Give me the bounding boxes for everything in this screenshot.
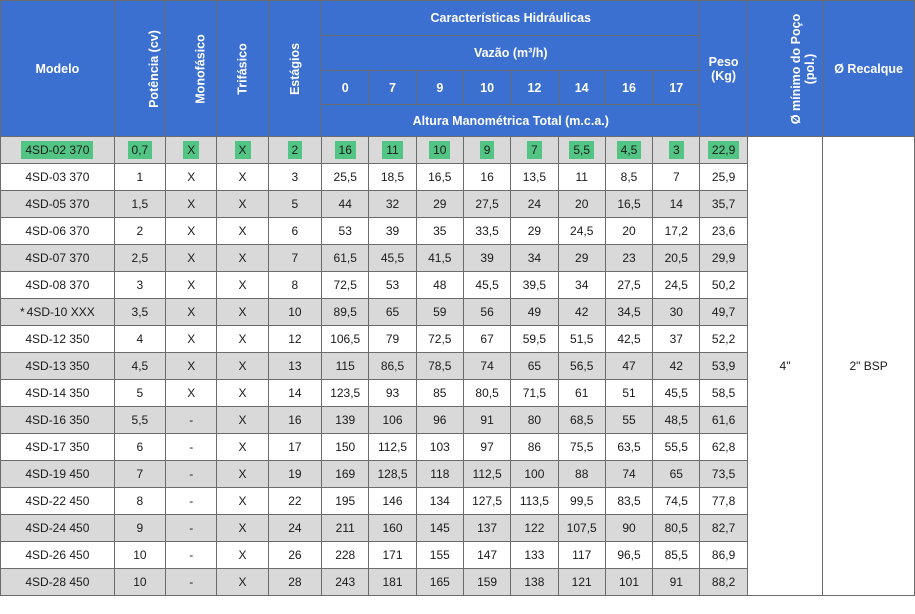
- cell-potencia: 10: [114, 569, 165, 596]
- cell-altura: 65: [369, 299, 416, 326]
- cell-monofasico: -: [166, 488, 217, 515]
- cell-monofasico: -: [166, 434, 217, 461]
- cell-modelo: 4SD-19 450: [1, 461, 115, 488]
- cell-altura: 91: [463, 407, 510, 434]
- cell-altura: 24,5: [558, 218, 605, 245]
- cell-peso: 29,9: [700, 245, 747, 272]
- cell-trifasico: X: [217, 488, 268, 515]
- cell-altura: 44: [322, 191, 369, 218]
- cell-altura: 20: [605, 218, 652, 245]
- cell-modelo: 4SD-06 370: [1, 218, 115, 245]
- cell-monofasico: -: [166, 407, 217, 434]
- cell-altura: 39,5: [511, 272, 558, 299]
- cell-estagios: 24: [268, 515, 321, 542]
- cell-estagios: 3: [268, 164, 321, 191]
- cell-potencia: 9: [114, 515, 165, 542]
- cell-altura: 53: [322, 218, 369, 245]
- cell-altura: 150: [322, 434, 369, 461]
- cell-peso: 22,9: [700, 137, 747, 164]
- cell-altura: 10: [416, 137, 463, 164]
- cell-altura: 160: [369, 515, 416, 542]
- cell-altura: 80,5: [653, 515, 700, 542]
- cell-altura: 17,2: [653, 218, 700, 245]
- header-recalque: Ø Recalque: [823, 1, 915, 137]
- cell-altura: 134: [416, 488, 463, 515]
- cell-altura: 171: [369, 542, 416, 569]
- header-vazao-value: 17: [653, 71, 700, 105]
- cell-altura: 90: [605, 515, 652, 542]
- cell-altura: 147: [463, 542, 510, 569]
- cell-altura: 96,5: [605, 542, 652, 569]
- cell-altura: 51,5: [558, 326, 605, 353]
- cell-altura: 99,5: [558, 488, 605, 515]
- cell-altura: 4,5: [605, 137, 652, 164]
- cell-trifasico: X: [217, 245, 268, 272]
- cell-altura: 65: [653, 461, 700, 488]
- header-caracteristicas: Características Hidráulicas: [322, 1, 700, 36]
- cell-altura: 5,5: [558, 137, 605, 164]
- cell-monofasico: X: [166, 326, 217, 353]
- cell-potencia: 8: [114, 488, 165, 515]
- cell-peso: 53,9: [700, 353, 747, 380]
- cell-altura: 34,5: [605, 299, 652, 326]
- cell-trifasico: X: [217, 218, 268, 245]
- cell-modelo: 4SD-14 350: [1, 380, 115, 407]
- cell-altura: 7: [511, 137, 558, 164]
- cell-peso: 82,7: [700, 515, 747, 542]
- cell-trifasico: X: [217, 515, 268, 542]
- cell-monofasico: -: [166, 542, 217, 569]
- cell-altura: 123,5: [322, 380, 369, 407]
- cell-altura: 133: [511, 542, 558, 569]
- cell-altura: 29: [511, 218, 558, 245]
- cell-modelo: 4SD-12 350: [1, 326, 115, 353]
- cell-altura: 45,5: [653, 380, 700, 407]
- cell-trifasico: X: [217, 326, 268, 353]
- header-vazao-value: 10: [463, 71, 510, 105]
- cell-poco-merged: 4": [747, 137, 822, 596]
- cell-altura: 9: [463, 137, 510, 164]
- cell-modelo: 4SD-26 450: [1, 542, 115, 569]
- cell-potencia: 5: [114, 380, 165, 407]
- cell-altura: 112,5: [463, 461, 510, 488]
- cell-altura: 103: [416, 434, 463, 461]
- cell-estagios: 13: [268, 353, 321, 380]
- cell-altura: 195: [322, 488, 369, 515]
- cell-altura: 181: [369, 569, 416, 596]
- cell-altura: 61,5: [322, 245, 369, 272]
- cell-modelo: 4SD-03 370: [1, 164, 115, 191]
- header-potencia: Potência (cv): [114, 1, 165, 137]
- cell-altura: 42: [653, 353, 700, 380]
- cell-recalque-merged: 2" BSP: [823, 137, 915, 596]
- cell-altura: 128,5: [369, 461, 416, 488]
- cell-altura: 96: [416, 407, 463, 434]
- cell-altura: 74,5: [653, 488, 700, 515]
- cell-altura: 48: [416, 272, 463, 299]
- cell-altura: 139: [322, 407, 369, 434]
- cell-altura: 11: [369, 137, 416, 164]
- cell-altura: 42,5: [605, 326, 652, 353]
- header-vazao-value: 14: [558, 71, 605, 105]
- cell-estagios: 14: [268, 380, 321, 407]
- cell-peso: 61,6: [700, 407, 747, 434]
- cell-altura: 243: [322, 569, 369, 596]
- cell-altura: 118: [416, 461, 463, 488]
- cell-trifasico: X: [217, 272, 268, 299]
- cell-altura: 117: [558, 542, 605, 569]
- cell-altura: 29: [416, 191, 463, 218]
- cell-potencia: 3: [114, 272, 165, 299]
- cell-altura: 83,5: [605, 488, 652, 515]
- cell-estagios: 2: [268, 137, 321, 164]
- cell-altura: 7: [653, 164, 700, 191]
- cell-altura: 85: [416, 380, 463, 407]
- cell-monofasico: X: [166, 191, 217, 218]
- cell-modelo: 4SD-02 370: [1, 137, 115, 164]
- cell-potencia: 1,5: [114, 191, 165, 218]
- cell-altura: 42: [558, 299, 605, 326]
- cell-trifasico: X: [217, 164, 268, 191]
- cell-estagios: 7: [268, 245, 321, 272]
- cell-altura: 3: [653, 137, 700, 164]
- cell-altura: 68,5: [558, 407, 605, 434]
- cell-altura: 115: [322, 353, 369, 380]
- cell-potencia: 4: [114, 326, 165, 353]
- cell-estagios: 6: [268, 218, 321, 245]
- cell-potencia: 5,5: [114, 407, 165, 434]
- cell-altura: 113,5: [511, 488, 558, 515]
- cell-modelo: 4SD-07 370: [1, 245, 115, 272]
- cell-altura: 63,5: [605, 434, 652, 461]
- cell-altura: 65: [511, 353, 558, 380]
- cell-altura: 107,5: [558, 515, 605, 542]
- cell-altura: 55: [605, 407, 652, 434]
- cell-altura: 100: [511, 461, 558, 488]
- cell-altura: 72,5: [416, 326, 463, 353]
- cell-estagios: 28: [268, 569, 321, 596]
- cell-altura: 112,5: [369, 434, 416, 461]
- header-vazao-value: 9: [416, 71, 463, 105]
- cell-altura: 27,5: [605, 272, 652, 299]
- cell-altura: 48,5: [653, 407, 700, 434]
- cell-altura: 34: [511, 245, 558, 272]
- cell-altura: 86: [511, 434, 558, 461]
- cell-monofasico: X: [166, 164, 217, 191]
- cell-potencia: 10: [114, 542, 165, 569]
- cell-altura: 79: [369, 326, 416, 353]
- cell-altura: 85,5: [653, 542, 700, 569]
- cell-altura: 59,5: [511, 326, 558, 353]
- cell-altura: 165: [416, 569, 463, 596]
- cell-modelo: 4SD-24 450: [1, 515, 115, 542]
- cell-modelo: 4SD-22 450: [1, 488, 115, 515]
- cell-altura: 101: [605, 569, 652, 596]
- cell-altura: 138: [511, 569, 558, 596]
- header-estagios: Estágios: [268, 1, 321, 137]
- cell-potencia: 3,5: [114, 299, 165, 326]
- cell-modelo: * 4SD-10 XXX: [1, 299, 115, 326]
- cell-trifasico: X: [217, 461, 268, 488]
- cell-modelo: 4SD-28 450: [1, 569, 115, 596]
- header-peso: Peso (Kg): [700, 1, 747, 137]
- cell-estagios: 5: [268, 191, 321, 218]
- cell-altura: 127,5: [463, 488, 510, 515]
- header-altura: Altura Manométrica Total (m.c.a.): [322, 105, 700, 137]
- cell-altura: 35: [416, 218, 463, 245]
- header-poco: Ø mínimo do Poço (pol.): [747, 1, 822, 137]
- cell-altura: 49: [511, 299, 558, 326]
- cell-altura: 91: [653, 569, 700, 596]
- cell-altura: 39: [463, 245, 510, 272]
- cell-altura: 16,5: [416, 164, 463, 191]
- cell-altura: 74: [605, 461, 652, 488]
- cell-altura: 55,5: [653, 434, 700, 461]
- asterisk-mark: *: [20, 305, 25, 319]
- cell-altura: 47: [605, 353, 652, 380]
- cell-altura: 20,5: [653, 245, 700, 272]
- cell-estagios: 19: [268, 461, 321, 488]
- cell-peso: 73,5: [700, 461, 747, 488]
- cell-altura: 211: [322, 515, 369, 542]
- cell-altura: 51: [605, 380, 652, 407]
- cell-trifasico: X: [217, 137, 268, 164]
- cell-altura: 88: [558, 461, 605, 488]
- cell-peso: 52,2: [700, 326, 747, 353]
- cell-altura: 56,5: [558, 353, 605, 380]
- cell-altura: 169: [322, 461, 369, 488]
- cell-peso: 62,8: [700, 434, 747, 461]
- cell-modelo: 4SD-16 350: [1, 407, 115, 434]
- cell-altura: 78,5: [416, 353, 463, 380]
- cell-altura: 71,5: [511, 380, 558, 407]
- cell-altura: 80: [511, 407, 558, 434]
- cell-peso: 86,9: [700, 542, 747, 569]
- cell-potencia: 6: [114, 434, 165, 461]
- cell-altura: 41,5: [416, 245, 463, 272]
- header-vazao-value: 7: [369, 71, 416, 105]
- cell-altura: 20: [558, 191, 605, 218]
- cell-altura: 34: [558, 272, 605, 299]
- cell-modelo: 4SD-13 350: [1, 353, 115, 380]
- header-monofasico: Monofásico: [166, 1, 217, 137]
- cell-monofasico: X: [166, 353, 217, 380]
- cell-altura: 45,5: [369, 245, 416, 272]
- cell-altura: 122: [511, 515, 558, 542]
- header-modelo: Modelo: [1, 1, 115, 137]
- cell-trifasico: X: [217, 299, 268, 326]
- cell-altura: 32: [369, 191, 416, 218]
- cell-altura: 27,5: [463, 191, 510, 218]
- cell-altura: 155: [416, 542, 463, 569]
- table-row: [1, 137, 915, 164]
- header-vazao: Vazão (m³/h): [322, 36, 700, 71]
- cell-potencia: 2: [114, 218, 165, 245]
- cell-monofasico: -: [166, 569, 217, 596]
- cell-estagios: 22: [268, 488, 321, 515]
- header-vazao-value: 16: [605, 71, 652, 105]
- cell-potencia: 7: [114, 461, 165, 488]
- cell-monofasico: X: [166, 137, 217, 164]
- cell-altura: 67: [463, 326, 510, 353]
- cell-trifasico: X: [217, 380, 268, 407]
- cell-altura: 121: [558, 569, 605, 596]
- cell-altura: 16,5: [605, 191, 652, 218]
- cell-estagios: 16: [268, 407, 321, 434]
- cell-altura: 146: [369, 488, 416, 515]
- cell-altura: 23: [605, 245, 652, 272]
- cell-altura: 29: [558, 245, 605, 272]
- cell-peso: 58,5: [700, 380, 747, 407]
- cell-peso: 35,7: [700, 191, 747, 218]
- cell-altura: 33,5: [463, 218, 510, 245]
- cell-altura: 25,5: [322, 164, 369, 191]
- cell-altura: 53: [369, 272, 416, 299]
- cell-altura: 18,5: [369, 164, 416, 191]
- cell-estagios: 12: [268, 326, 321, 353]
- cell-altura: 8,5: [605, 164, 652, 191]
- cell-monofasico: X: [166, 380, 217, 407]
- cell-peso: 25,9: [700, 164, 747, 191]
- cell-altura: 75,5: [558, 434, 605, 461]
- cell-altura: 16: [322, 137, 369, 164]
- cell-altura: 145: [416, 515, 463, 542]
- cell-modelo: 4SD-17 350: [1, 434, 115, 461]
- cell-altura: 11: [558, 164, 605, 191]
- cell-altura: 59: [416, 299, 463, 326]
- cell-estagios: 26: [268, 542, 321, 569]
- cell-altura: 45,5: [463, 272, 510, 299]
- cell-peso: 88,2: [700, 569, 747, 596]
- cell-altura: 30: [653, 299, 700, 326]
- cell-altura: 61: [558, 380, 605, 407]
- header-trifasico: Trifásico: [217, 1, 268, 137]
- cell-trifasico: X: [217, 569, 268, 596]
- cell-altura: 106: [369, 407, 416, 434]
- cell-trifasico: X: [217, 542, 268, 569]
- cell-monofasico: X: [166, 245, 217, 272]
- cell-altura: 39: [369, 218, 416, 245]
- cell-peso: 77,8: [700, 488, 747, 515]
- cell-altura: 106,5: [322, 326, 369, 353]
- cell-modelo: 4SD-08 370: [1, 272, 115, 299]
- cell-monofasico: X: [166, 299, 217, 326]
- cell-altura: 24,5: [653, 272, 700, 299]
- cell-altura: 37: [653, 326, 700, 353]
- header-vazao-value: 0: [322, 71, 369, 105]
- cell-peso: 49,7: [700, 299, 747, 326]
- cell-estagios: 17: [268, 434, 321, 461]
- cell-altura: 93: [369, 380, 416, 407]
- cell-trifasico: X: [217, 191, 268, 218]
- cell-estagios: 8: [268, 272, 321, 299]
- cell-peso: 50,2: [700, 272, 747, 299]
- cell-altura: 13,5: [511, 164, 558, 191]
- cell-potencia: 0,7: [114, 137, 165, 164]
- cell-altura: 89,5: [322, 299, 369, 326]
- cell-altura: 97: [463, 434, 510, 461]
- cell-monofasico: X: [166, 218, 217, 245]
- cell-monofasico: X: [166, 272, 217, 299]
- cell-altura: 86,5: [369, 353, 416, 380]
- cell-trifasico: X: [217, 434, 268, 461]
- cell-modelo: 4SD-05 370: [1, 191, 115, 218]
- cell-trifasico: X: [217, 407, 268, 434]
- cell-monofasico: -: [166, 461, 217, 488]
- cell-altura: 16: [463, 164, 510, 191]
- cell-altura: 56: [463, 299, 510, 326]
- cell-potencia: 2,5: [114, 245, 165, 272]
- header-vazao-value: 12: [511, 71, 558, 105]
- cell-altura: 24: [511, 191, 558, 218]
- cell-trifasico: X: [217, 353, 268, 380]
- cell-altura: 72,5: [322, 272, 369, 299]
- cell-altura: 137: [463, 515, 510, 542]
- cell-potencia: 1: [114, 164, 165, 191]
- cell-peso: 23,6: [700, 218, 747, 245]
- cell-estagios: 10: [268, 299, 321, 326]
- cell-altura: 80,5: [463, 380, 510, 407]
- cell-monofasico: -: [166, 515, 217, 542]
- cell-potencia: 4,5: [114, 353, 165, 380]
- cell-altura: 14: [653, 191, 700, 218]
- cell-altura: 74: [463, 353, 510, 380]
- cell-altura: 228: [322, 542, 369, 569]
- cell-altura: 159: [463, 569, 510, 596]
